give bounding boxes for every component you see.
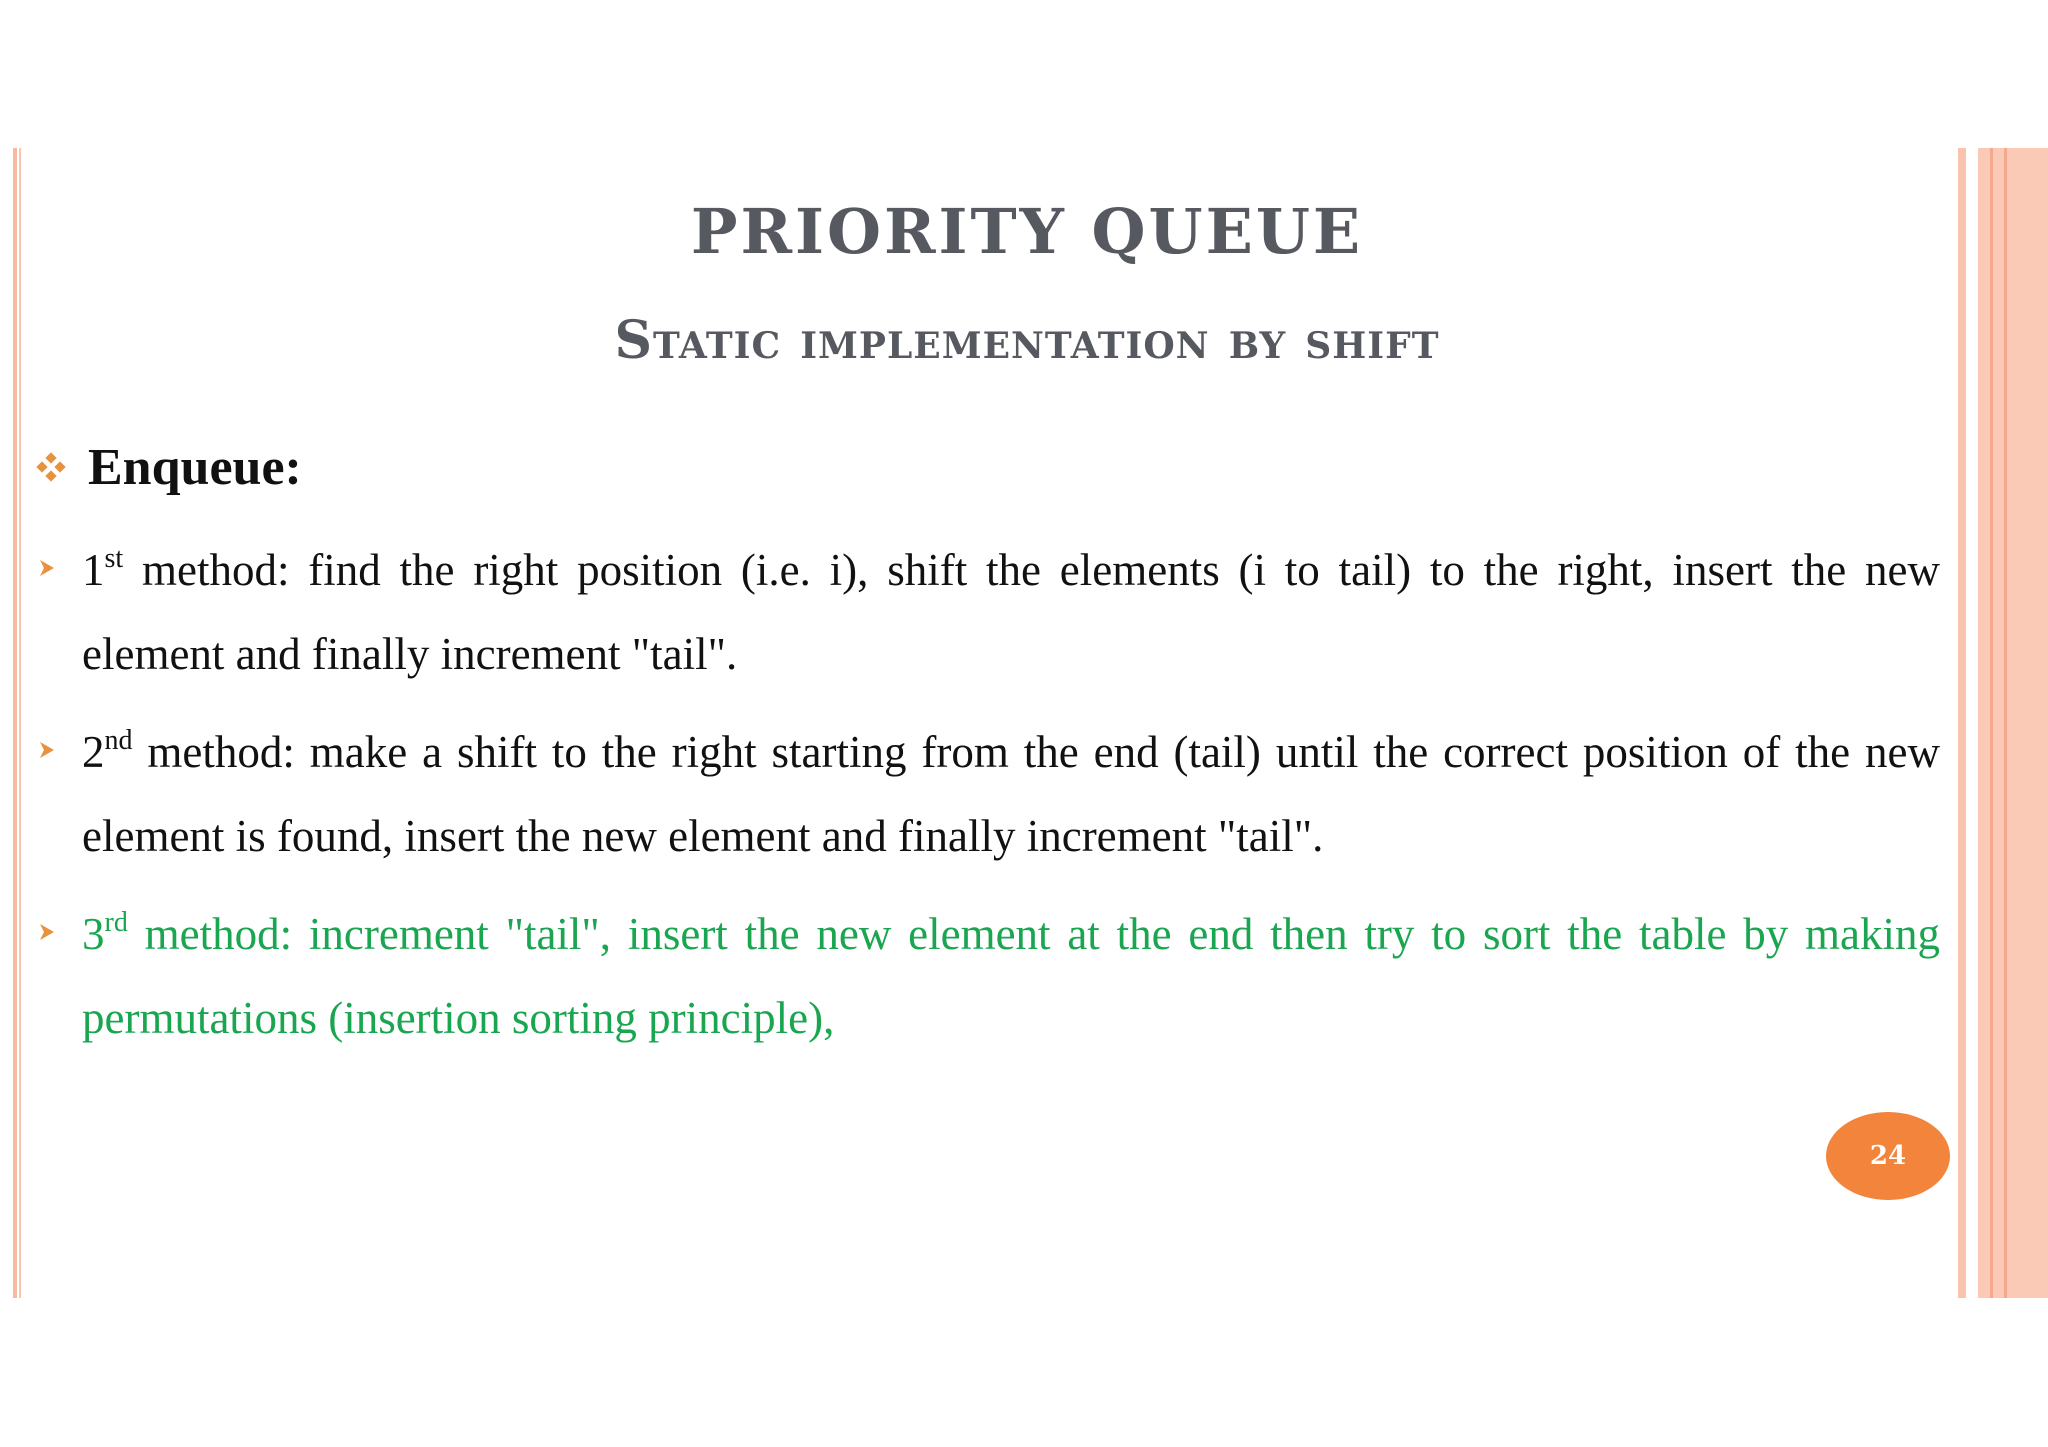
slide-subtitle: Static implementation by shift: [614, 310, 1440, 371]
list-item-method-1: [30, 528, 1940, 696]
method-1-ordinal-suffix: st: [104, 543, 124, 574]
page-number-badge: 24: [1826, 1112, 1950, 1200]
arrowhead-icon: [38, 558, 56, 578]
four-diamond-icon: [36, 452, 66, 482]
arrowhead-icon: [38, 740, 56, 760]
method-3-ordinal: 3: [82, 909, 105, 959]
section-heading-row: [30, 432, 1940, 502]
slide-content: [30, 432, 1940, 1060]
list-item-method-2: [30, 710, 1940, 878]
method-3-text: method: increment "tail", insert the new element at the end then try to sort the table by making permutations (insertion sorting principle),: [82, 909, 1940, 1043]
method-3-ordinal-suffix: rd: [104, 907, 128, 938]
method-2-text: method: make a shift to the right starting from the end (tail) until the correct position of the new element is found, insert the new element and finally increment "tail".: [82, 727, 1940, 861]
slide-title: PRIORITY QUEUE: [690, 195, 1364, 268]
method-1-ordinal: 1: [82, 545, 105, 595]
method-2-ordinal-suffix: nd: [104, 725, 133, 756]
method-2-ordinal: 2: [82, 727, 105, 777]
arrowhead-icon: [38, 922, 56, 942]
list-item-method-3: [30, 892, 1940, 1060]
method-1-text: method: find the right position (i.e. i), shift the elements (i to tail) to the right, insert the new element and finally increment "tail".: [82, 545, 1940, 679]
section-heading: Enqueue:: [88, 438, 302, 496]
